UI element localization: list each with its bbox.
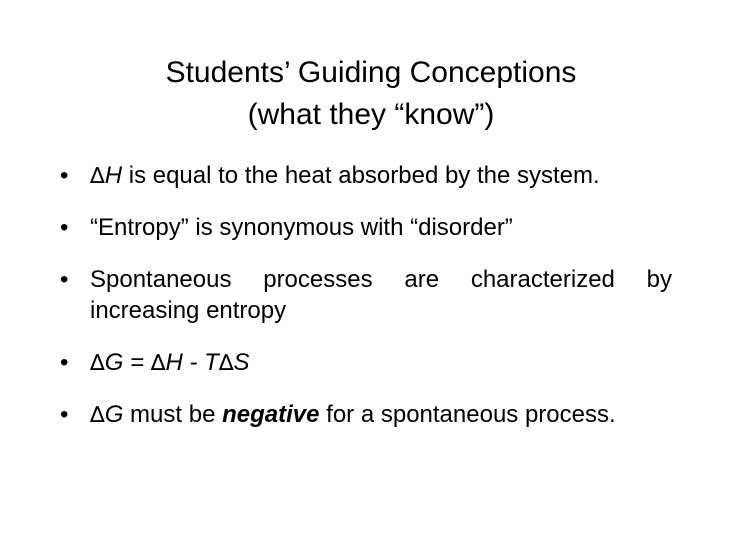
- bullet-marker: •: [60, 214, 69, 241]
- variable-g: G: [104, 401, 124, 428]
- bullet-text: “Entropy” is synonymous with “disorder”: [90, 214, 513, 241]
- bullet-text: Spontaneous processes are characterized by increasing entropy: [90, 266, 672, 324]
- gibbs-equation: [90, 347, 672, 379]
- delta-symbol: ∆: [218, 351, 234, 376]
- variable-t: T: [204, 349, 219, 376]
- minus-sign: -: [182, 349, 205, 376]
- bullet-text-rest: is equal to the heat absorbed by the system.: [122, 162, 600, 189]
- slide-title: [0, 52, 742, 136]
- delta-symbol: ∆: [90, 351, 105, 376]
- bullet-text-post: for a spontaneous process.: [319, 401, 616, 428]
- title-line-2: (what they “know”): [247, 98, 495, 131]
- delta-symbol: ∆: [90, 403, 105, 428]
- variable-h: H: [104, 162, 123, 189]
- bullet-text-pre: must be: [123, 401, 223, 428]
- variable-g: G: [104, 349, 124, 376]
- bullet-item-delta-h: [60, 160, 672, 192]
- bullet-text: [90, 160, 672, 192]
- bullet-marker: •: [60, 401, 69, 428]
- bullet-item-negative-g: [60, 399, 672, 431]
- emphasis-negative: negative: [222, 401, 320, 428]
- variable-s: S: [233, 349, 250, 376]
- variable-h: H: [165, 349, 183, 376]
- equals-sign: =: [123, 349, 151, 376]
- bullet-text: [90, 399, 672, 431]
- bullet-marker: •: [60, 266, 69, 293]
- bullet-item-entropy: [60, 212, 672, 243]
- bullet-item-gibbs-equation: [60, 347, 672, 379]
- delta-symbol: ∆: [90, 164, 105, 189]
- bullet-marker: •: [60, 349, 69, 376]
- title-line-1: Students’ Guiding Conceptions: [165, 56, 577, 89]
- bullet-item-spontaneous: [60, 264, 672, 326]
- bullet-marker: •: [60, 162, 69, 189]
- delta-symbol: ∆: [150, 351, 166, 376]
